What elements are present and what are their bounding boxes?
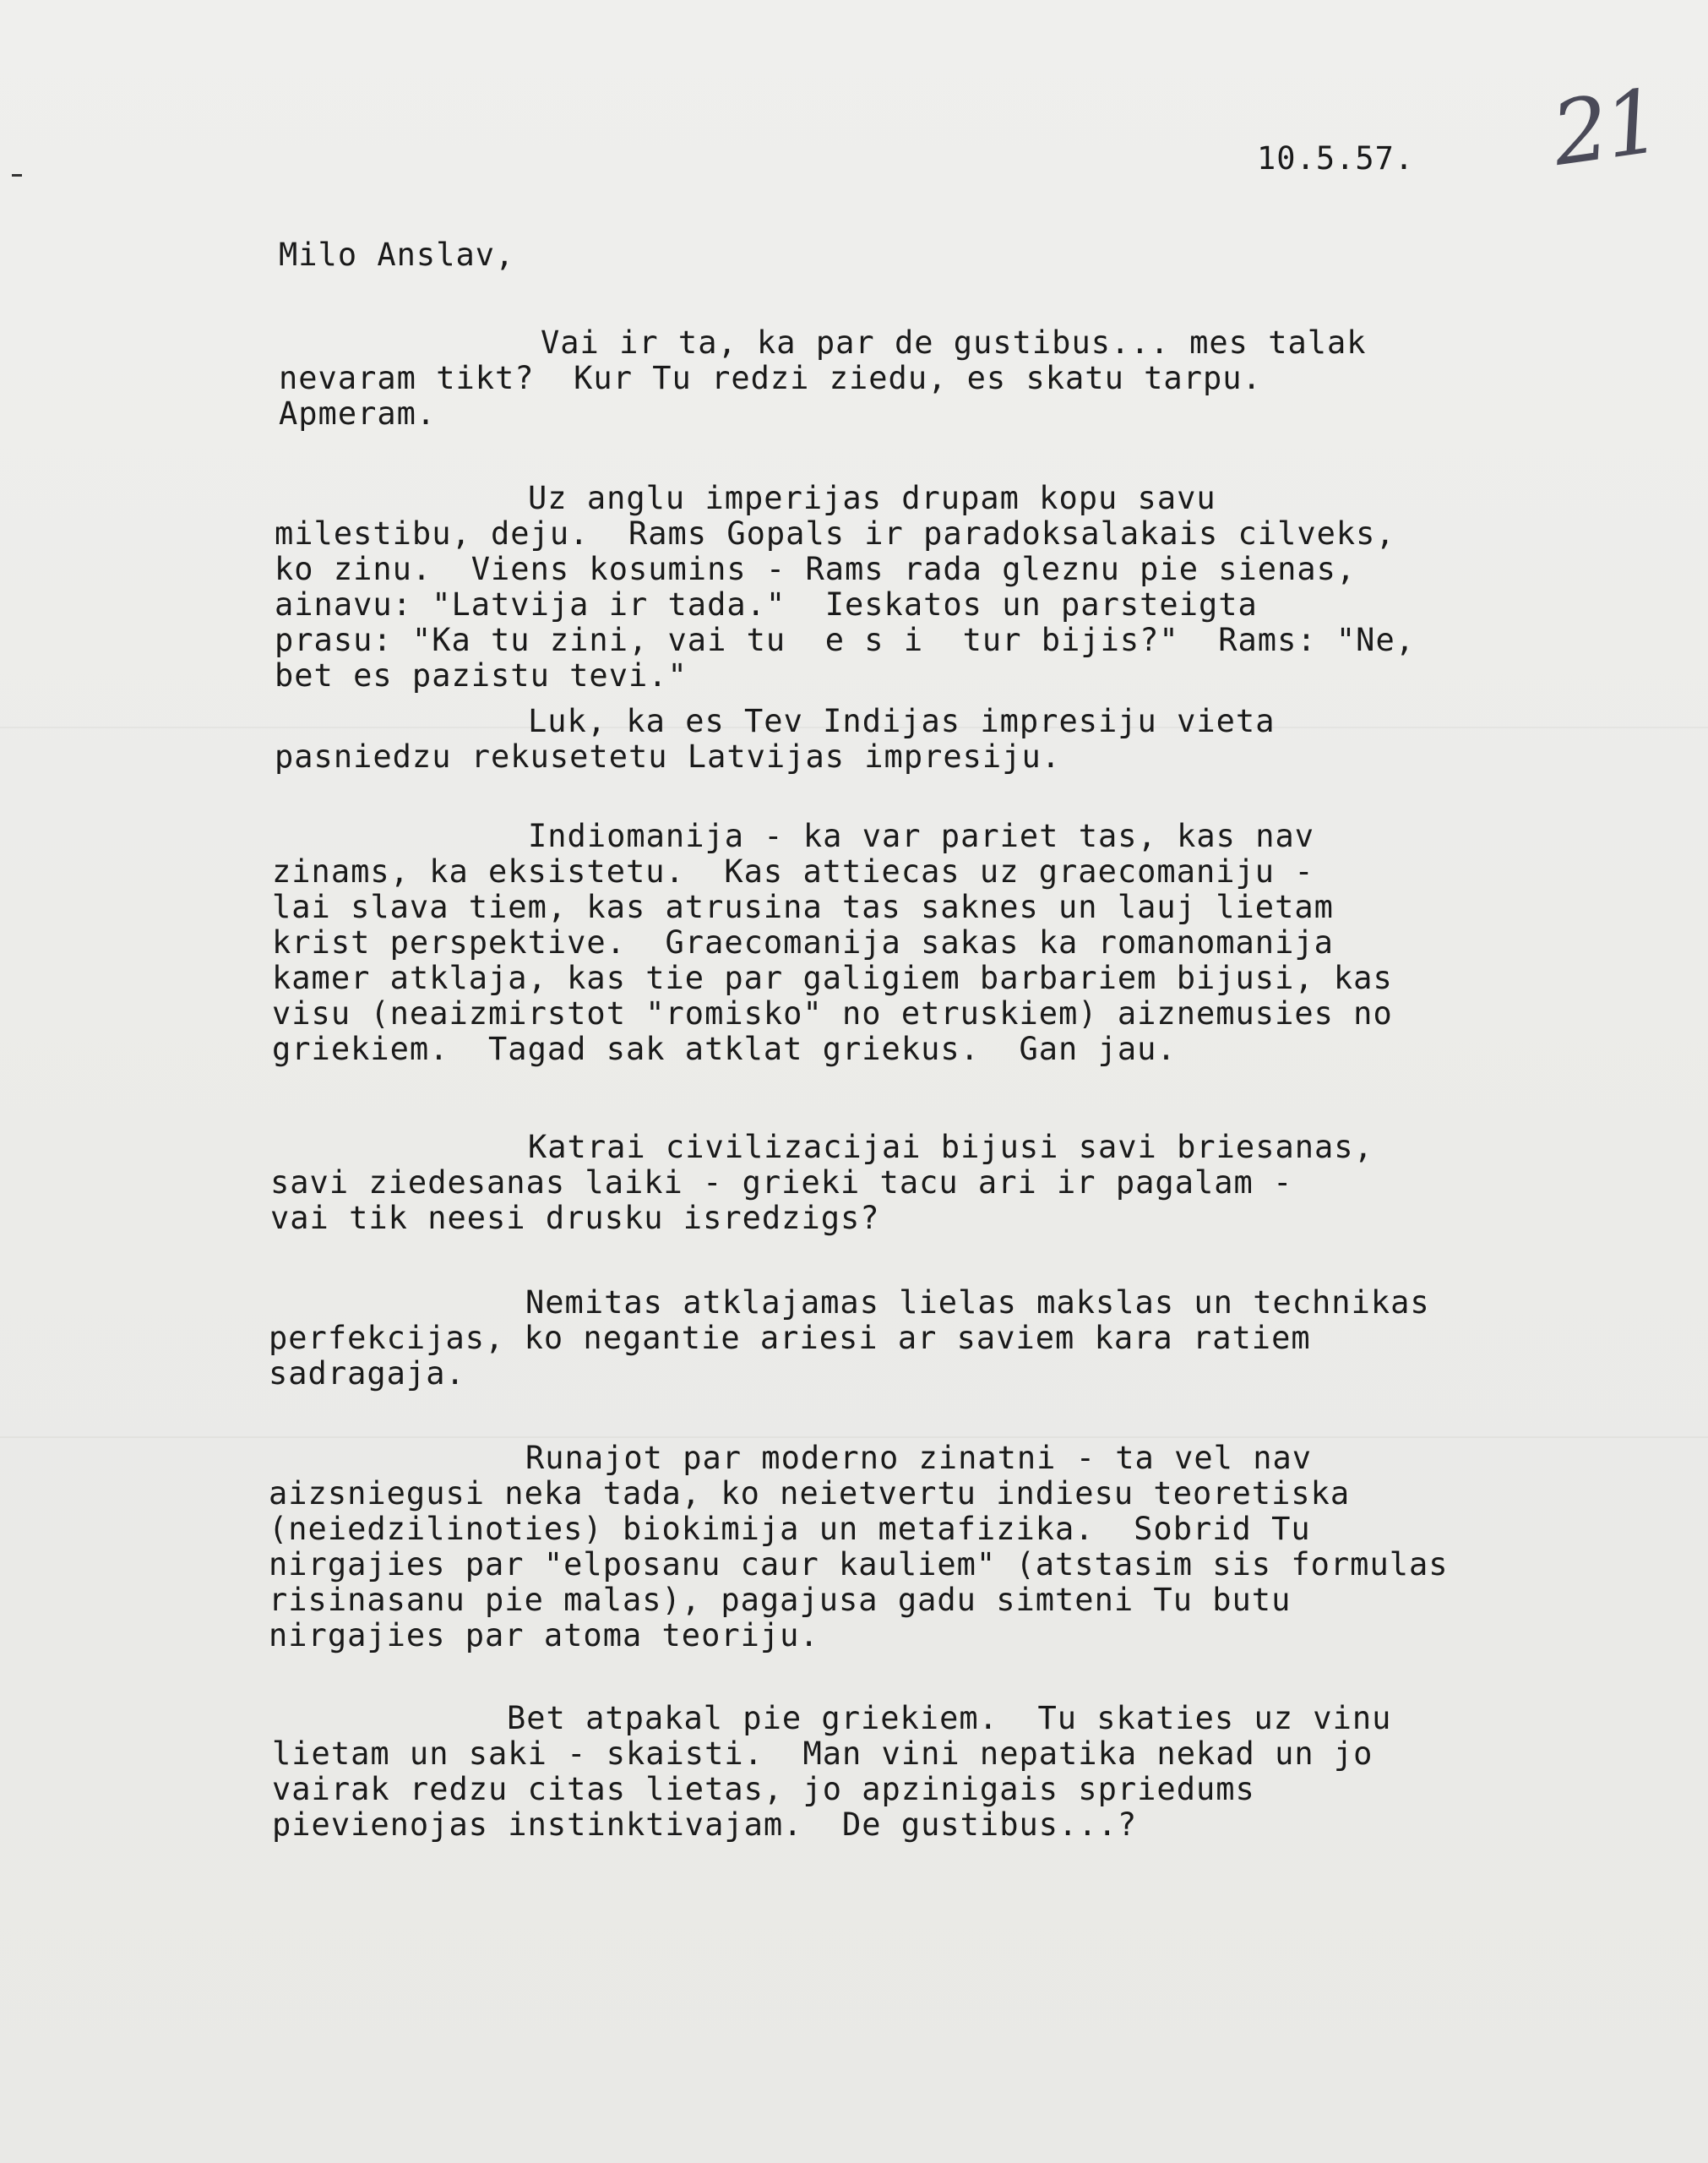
text-line: Runajot par moderno zinatni - ta vel nav [525, 1440, 1313, 1476]
text-line: sadragaja. [269, 1355, 465, 1392]
text-line: kamer atklaja, kas tie par galigiem barbariem bijusi, kas [272, 960, 1393, 996]
salutation: Milo Anslav, [279, 237, 515, 273]
text-line: bet es pazistu tevi." [275, 657, 688, 694]
text-line: nirgajies par "elposanu caur kauliem" (atstasim sis formulas [269, 1546, 1449, 1583]
text-line: Uz anglu imperijas drupam kopu savu [528, 480, 1216, 516]
text-line: savi ziedesanas laiki - grieki tacu ari ir pagalam - [270, 1164, 1293, 1201]
text-line: perfekcijas, ko negantie ariesi ar saviem kara ratiem [269, 1320, 1311, 1356]
text-line: prasu: "Ka tu zini, vai tu e s i tur bijis?" Rams: "Ne, [275, 622, 1416, 658]
text-line: Luk, ka es Tev Indijas impresiju vieta [528, 703, 1276, 739]
text-line: visu (neaizmirstot "romisko" no etruskiem) aiznemusies no [272, 995, 1393, 1032]
text-line: nirgajies par atoma teoriju. [269, 1617, 819, 1654]
text-line: aizsniegusi neka tada, ko neietvertu indiesu teoretiska [269, 1475, 1351, 1512]
text-line: lai slava tiem, kas atrusina tas saknes un lauj lietam [272, 889, 1334, 925]
text-line: Apmeram. [279, 395, 437, 432]
text-line: zinams, ka eksistetu. Kas attiecas uz graecomaniju - [272, 853, 1314, 890]
text-line: griekiem. Tagad sak atklat griekus. Gan jau. [272, 1031, 1177, 1067]
text-line: vai tik neesi drusku isredzigs? [270, 1200, 880, 1236]
text-line: Katrai civilizacijai bijusi savi briesanas, [528, 1129, 1373, 1165]
text-line: Indiomanija - ka var pariet tas, kas nav [528, 818, 1315, 854]
text-line: pievienojas instinktivajam. De gustibus...? [272, 1806, 1138, 1843]
text-line: lietam un saki - skaisti. Man vini nepatika nekad un jo [272, 1735, 1373, 1772]
text-line: Bet atpakal pie griekiem. Tu skaties uz vinu [507, 1700, 1392, 1736]
text-line: ko zinu. Viens kosumins - Rams rada gleznu pie sienas, [275, 551, 1357, 587]
text-line: (neiedzilinoties) biokimija un metafizika. Sobrid Tu [269, 1511, 1311, 1547]
text-line: nevaram tikt? Kur Tu redzi ziedu, es skatu tarpu. [279, 360, 1262, 396]
letter-date: 10.5.57. [1257, 140, 1415, 177]
text-line: vairak redzu citas lietas, jo apzinigais spriedums [272, 1771, 1255, 1807]
text-line: Vai ir ta, ka par de gustibus... mes talak [541, 324, 1367, 361]
text-line: pasniedzu rekusetetu Latvijas impresiju. [275, 738, 1062, 775]
text-line: Nemitas atklajamas lielas makslas un technikas [525, 1284, 1430, 1321]
text-line: ainavu: "Latvija ir tada." Ieskatos un parsteigta [275, 586, 1258, 623]
text-line: milestibu, deju. Rams Gopals ir paradoksalakais cilveks, [275, 515, 1395, 552]
text-line: krist perspektive. Graecomanija sakas ka romanomanija [272, 924, 1334, 961]
text-line: risinasanu pie malas), pagajusa gadu simteni Tu butu [269, 1582, 1292, 1618]
handwritten-page-number: 21 [1546, 68, 1665, 187]
